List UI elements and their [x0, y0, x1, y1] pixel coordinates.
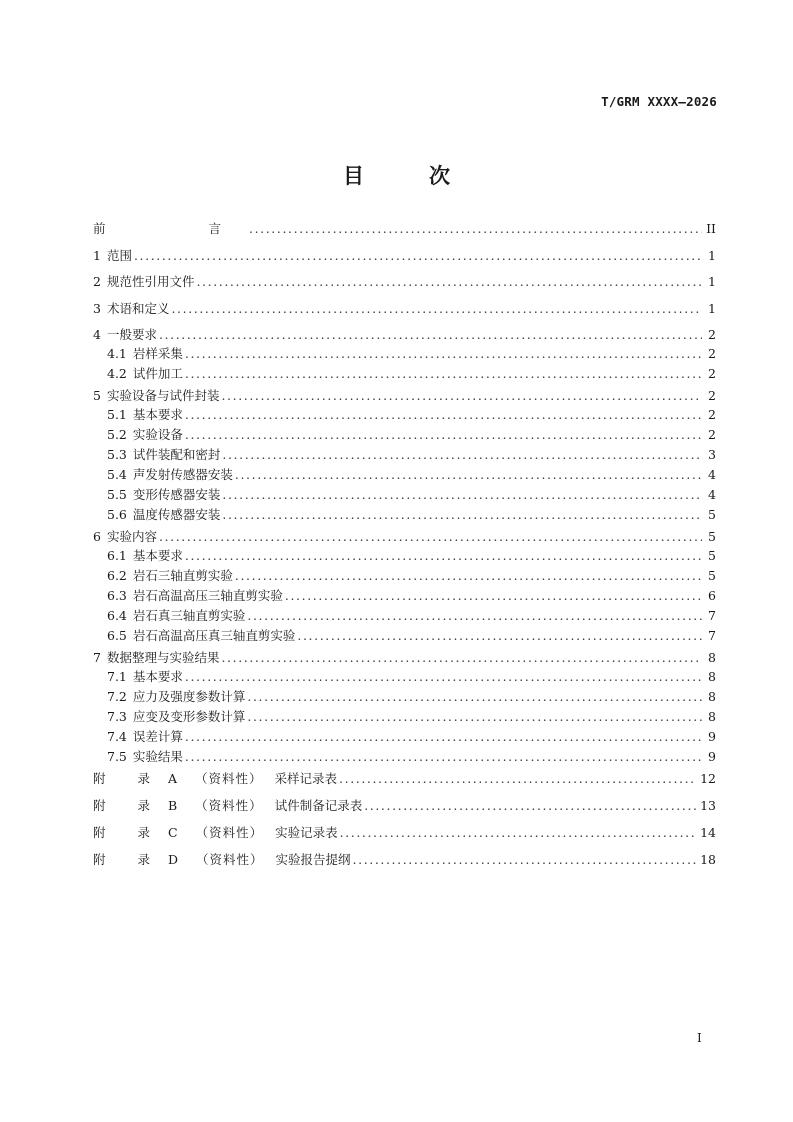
- toc-entry-text: 变形传感器安装: [132, 487, 221, 502]
- page-title: 目 次: [343, 164, 472, 188]
- toc-entry-section[interactable]: [93, 445, 716, 465]
- toc-entry-chapter[interactable]: [93, 270, 716, 297]
- dot-leader: [222, 445, 702, 465]
- toc-entry-label: [107, 727, 183, 747]
- toc-entry-section[interactable]: [93, 344, 716, 364]
- toc-entry-label: [107, 405, 183, 425]
- toc-entry-number: 5.4: [107, 467, 127, 482]
- table-of-contents: [93, 217, 716, 875]
- toc-page-number: 5: [708, 568, 716, 583]
- toc-page-number: 8: [708, 689, 716, 704]
- dot-leader: [185, 344, 702, 364]
- toc-entry-label: [107, 687, 245, 707]
- dot-leader: [185, 546, 702, 566]
- toc-entry-label: [107, 546, 183, 566]
- toc-entry-label: [93, 767, 337, 791]
- dot-leader: [185, 727, 702, 747]
- toc-entry-section[interactable]: [93, 606, 716, 626]
- toc-entry-number: 7.3: [107, 709, 127, 724]
- toc-entry-number: 6.3: [107, 588, 127, 603]
- dot-leader: [171, 297, 702, 321]
- toc-page-number: 8: [708, 650, 716, 665]
- dot-leader: [185, 425, 702, 445]
- toc-entry-text: 术语和定义: [106, 300, 170, 316]
- toc-page-number: 8: [708, 709, 716, 724]
- toc-entry-section[interactable]: [93, 566, 716, 586]
- toc-page-number: 2: [708, 327, 716, 342]
- toc-entry-text: 误差计算: [132, 729, 183, 744]
- dot-leader: [364, 794, 696, 818]
- dot-leader: [235, 465, 702, 485]
- toc-entry-appendix[interactable]: [93, 848, 716, 875]
- toc-entry-number: 5.5: [107, 487, 127, 502]
- appendix-prefix: 附 录: [93, 825, 164, 840]
- appendix-letter: B: [167, 798, 178, 813]
- toc-page-number: 9: [708, 729, 716, 744]
- toc-page-number: 5: [708, 507, 716, 522]
- footer-page-number: I: [697, 1031, 702, 1045]
- toc-entry-number: 7: [93, 650, 101, 665]
- toc-entry-section[interactable]: [93, 364, 716, 384]
- toc-entry-label: [107, 626, 295, 646]
- appendix-prefix: 附 录: [93, 852, 164, 867]
- toc-entry-text: 实验报告提纲: [275, 852, 351, 867]
- toc-page-number: 1: [708, 274, 716, 289]
- appendix-type: （资料性）: [195, 825, 264, 840]
- dot-leader: [235, 566, 702, 586]
- toc-page-number: 9: [708, 749, 716, 764]
- toc-entry-label: [107, 505, 220, 525]
- toc-page-number: 5: [708, 548, 716, 563]
- toc-entry-label: [93, 270, 194, 294]
- toc-entry-label: [93, 821, 338, 845]
- toc-page-number: 14: [700, 825, 716, 840]
- toc-entry-label: [107, 667, 183, 687]
- toc-entry-text: 基本要求: [132, 548, 183, 563]
- toc-entry-text: 实验设备: [132, 427, 183, 442]
- toc-entry-number: 5.6: [107, 507, 127, 522]
- dot-leader: [297, 626, 702, 646]
- toc-entry-number: 3: [93, 300, 101, 316]
- toc-entry-label: [107, 606, 245, 626]
- toc-page-number: 2: [708, 346, 716, 361]
- toc-entry-number: 6.1: [107, 548, 127, 563]
- appendix-letter: D: [167, 852, 179, 867]
- toc-entry-text: 范围: [106, 247, 132, 263]
- appendix-prefix: 附 录: [93, 798, 164, 813]
- toc-entry-label: [93, 297, 169, 321]
- toc-entry-label: [107, 364, 183, 384]
- toc-entry-number: 6.2: [107, 568, 127, 583]
- toc-entry-text: 岩石真三轴直剪实验: [132, 608, 246, 623]
- toc-page-number: 4: [708, 467, 716, 482]
- appendix-letter: A: [167, 771, 178, 786]
- toc-entry-number: 2: [93, 274, 101, 289]
- toc-entry-text: 岩石高温高压真三轴直剪实验: [132, 628, 296, 643]
- toc-entry-chapter[interactable]: [93, 646, 716, 667]
- toc-entry-number: 7.4: [107, 729, 127, 744]
- dot-leader: [185, 405, 702, 425]
- toc-entry-section[interactable]: [93, 687, 716, 707]
- toc-entry-number: 6.4: [107, 608, 127, 623]
- dot-leader: [222, 485, 702, 505]
- toc-entry-text: 试件装配和密封: [132, 447, 221, 462]
- toc-entry-text: 应力及强度参数计算: [132, 689, 246, 704]
- toc-entry-label: [93, 217, 247, 241]
- toc-entry-chapter[interactable]: [93, 525, 716, 546]
- toc-page-number: II: [706, 221, 716, 236]
- dot-leader: [247, 687, 702, 707]
- toc-entry-label: [107, 344, 183, 364]
- toc-page-number: 2: [708, 366, 716, 381]
- toc-entry-text: 规范性引用文件: [106, 274, 195, 289]
- toc-entry-section[interactable]: [93, 667, 716, 687]
- toc-entry-chapter[interactable]: [93, 384, 716, 405]
- toc-page-number: 12: [700, 771, 716, 786]
- toc-entry-text: 一般要求: [106, 327, 157, 342]
- toc-entry-text: 试件制备记录表: [274, 798, 363, 813]
- standard-code: T/GRM XXXX—2026: [601, 94, 717, 109]
- toc-entry-section[interactable]: [93, 626, 716, 646]
- toc-entry-appendix[interactable]: [93, 794, 716, 821]
- dot-leader: [339, 767, 696, 791]
- dot-leader: [134, 244, 702, 268]
- toc-entry-number: 6: [93, 529, 101, 544]
- toc-entry-text: 应变及变形参数计算: [132, 709, 246, 724]
- dot-leader: [185, 364, 702, 384]
- toc-entry-text: 数据整理与实验结果: [106, 650, 220, 665]
- toc-entry-number: 1: [93, 247, 101, 263]
- toc-page-number: 5: [708, 529, 716, 544]
- toc-entry-text: 声发射传感器安装: [132, 467, 233, 482]
- toc-entry-section[interactable]: [93, 485, 716, 505]
- toc-entry-label: [93, 244, 132, 268]
- dot-leader: [247, 606, 702, 626]
- toc-entry-number: 5.3: [107, 447, 127, 462]
- toc-page-number: 7: [708, 608, 716, 623]
- toc-entry-section[interactable]: [93, 586, 716, 606]
- dot-leader: [247, 707, 702, 727]
- toc-page-number: 18: [700, 852, 716, 867]
- toc-entry-text: 基本要求: [132, 407, 183, 422]
- toc-entry-text: 实验记录表: [275, 825, 338, 840]
- toc-entry-chapter[interactable]: [93, 323, 716, 344]
- toc-page-number: 1: [708, 300, 716, 316]
- toc-entry-label: [107, 425, 183, 445]
- toc-entry-label: [107, 586, 283, 606]
- toc-entry-number: 5.1: [107, 407, 127, 422]
- toc-entry-section[interactable]: [93, 546, 716, 566]
- toc-entry-preface[interactable]: [93, 217, 716, 244]
- toc-entry-label: [93, 848, 351, 872]
- toc-entry-number: 4: [93, 327, 101, 342]
- toc-entry-number: 6.5: [107, 628, 127, 643]
- toc-page-number: 6: [708, 588, 716, 603]
- toc-entry-label: [107, 747, 183, 767]
- toc-page-number: 7: [708, 628, 716, 643]
- toc-entry-label: [107, 465, 233, 485]
- toc-entry-text: 实验内容: [106, 529, 157, 544]
- toc-page-number: 13: [700, 798, 716, 813]
- toc-entry-label: [107, 445, 220, 465]
- dot-leader: [353, 848, 697, 872]
- toc-entry-section[interactable]: [93, 727, 716, 747]
- toc-entry-number: 7.1: [107, 669, 127, 684]
- appendix-type: （资料性）: [196, 852, 264, 867]
- toc-entry-text: 试件加工: [132, 366, 183, 381]
- toc-entry-text: 温度传感器安装: [132, 507, 221, 522]
- toc-entry-appendix[interactable]: [93, 767, 716, 794]
- dot-leader: [196, 270, 702, 294]
- dot-leader: [185, 747, 702, 767]
- toc-entry-text: 采样记录表: [274, 771, 338, 786]
- toc-entry-label: [93, 794, 362, 818]
- toc-entry-section[interactable]: [93, 747, 716, 767]
- dot-leader: [222, 505, 702, 525]
- toc-page-number: 2: [708, 427, 716, 442]
- toc-entry-section[interactable]: [93, 505, 716, 525]
- toc-entry-number: 7.2: [107, 689, 127, 704]
- appendix-type: （资料性）: [195, 771, 263, 786]
- toc-entry-chapter[interactable]: [93, 297, 716, 324]
- toc-page-number: 4: [708, 487, 716, 502]
- toc-page-number: 2: [708, 407, 716, 422]
- toc-page-number: 1: [708, 247, 716, 263]
- toc-entry-appendix[interactable]: [93, 821, 716, 848]
- toc-entry-text: 实验结果: [132, 749, 183, 764]
- toc-entry-text: 基本要求: [132, 669, 183, 684]
- toc-entry-text: 岩石高温高压三轴直剪实验: [132, 588, 283, 603]
- toc-entry-text: 岩石三轴直剪实验: [132, 568, 233, 583]
- toc-entry-label: [107, 485, 220, 505]
- toc-entry-label: [107, 707, 245, 727]
- toc-entry-chapter[interactable]: [93, 244, 716, 271]
- toc-entry-label: [107, 566, 233, 586]
- toc-entry-text: 实验设备与试件封装: [106, 388, 220, 403]
- toc-entry-number: 5.2: [107, 427, 127, 442]
- appendix-type: （资料性）: [195, 798, 263, 813]
- toc-page-number: 3: [708, 447, 716, 462]
- dot-leader: [249, 217, 702, 241]
- toc-entry-section[interactable]: [93, 707, 716, 727]
- dot-leader: [185, 667, 702, 687]
- toc-entry-number: 7.5: [107, 749, 127, 764]
- toc-entry-number: 5: [93, 388, 101, 403]
- toc-entry-section[interactable]: [93, 405, 716, 425]
- toc-entry-number: 4.1: [107, 346, 127, 361]
- appendix-letter: C: [167, 825, 178, 840]
- toc-entry-number: 4.2: [107, 366, 127, 381]
- toc-entry-text: 岩样采集: [132, 346, 183, 361]
- toc-entry-section[interactable]: [93, 465, 716, 485]
- appendix-prefix: 附 录: [93, 771, 164, 786]
- toc-page-number: 8: [708, 669, 716, 684]
- toc-page-number: 2: [708, 388, 716, 403]
- toc-entry-section[interactable]: [93, 425, 716, 445]
- dot-leader: [340, 821, 697, 845]
- toc-entry-text: 前 言: [93, 221, 248, 236]
- dot-leader: [285, 586, 702, 606]
